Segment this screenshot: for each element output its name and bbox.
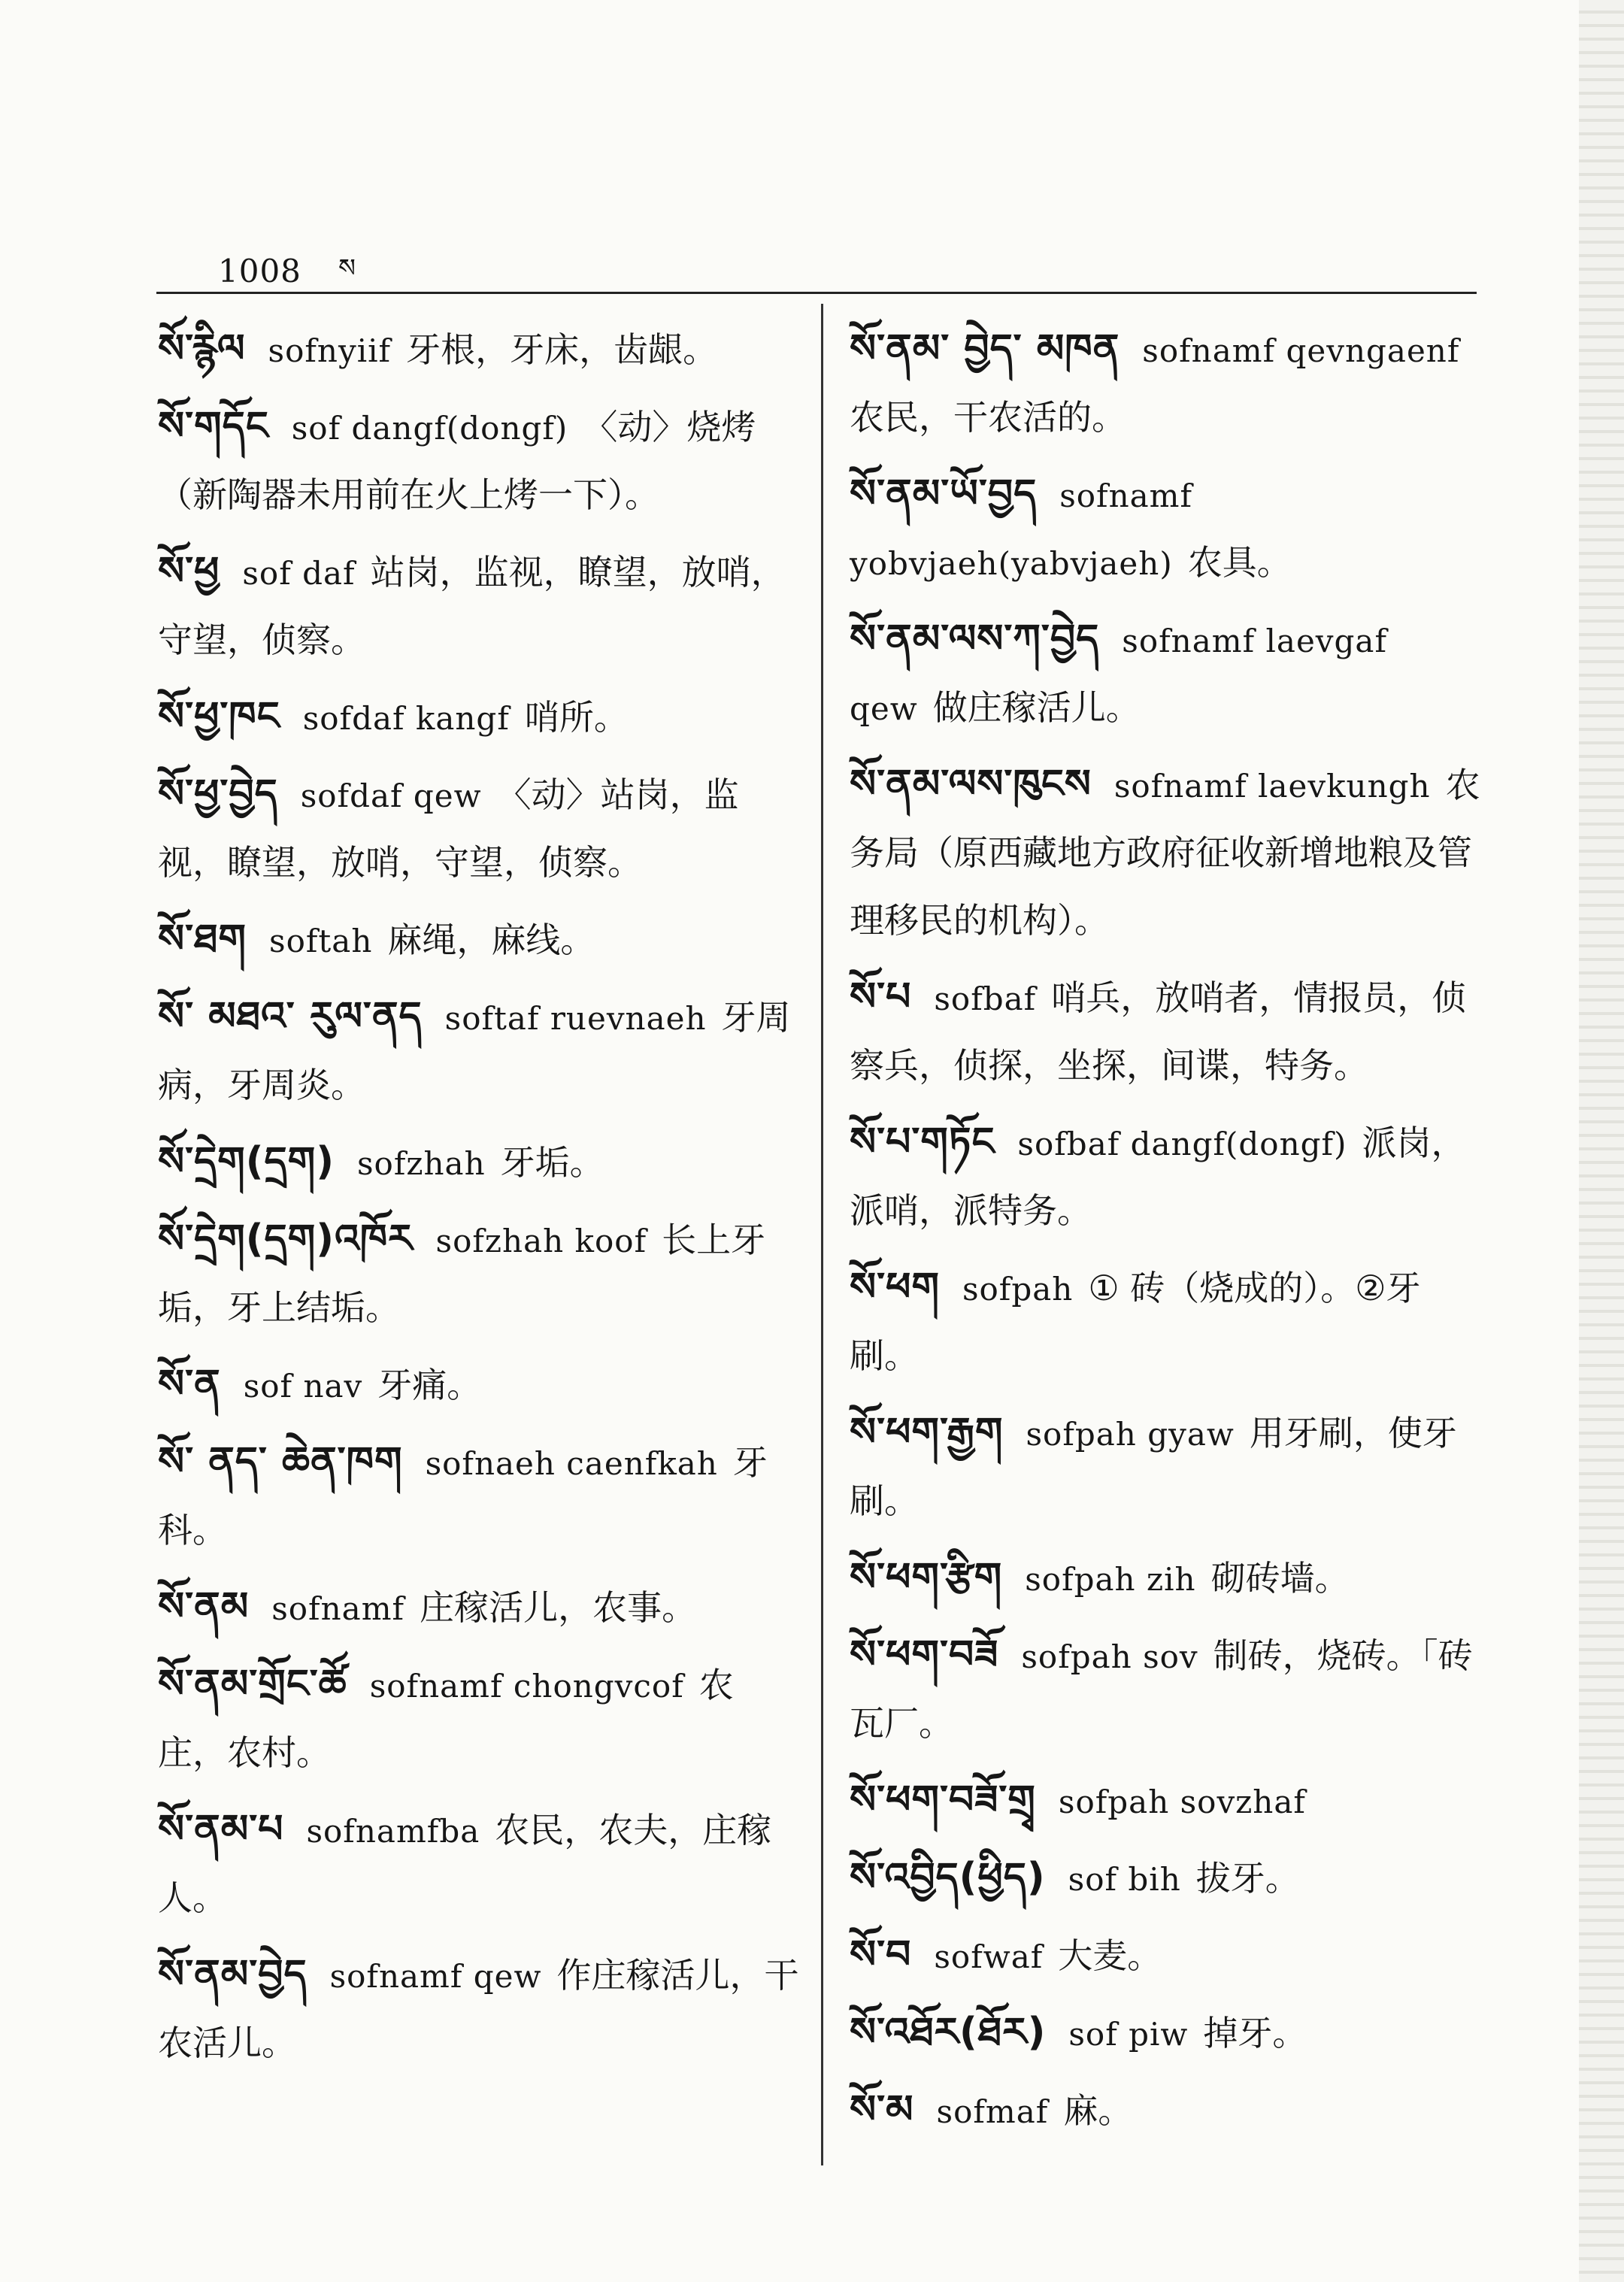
definition: 制砖，烧砖。「砖瓦厂。: [850, 1635, 1473, 1744]
headword: སོ་ཕག་བཟོ་གྲྭ: [850, 1777, 1036, 1823]
definition: 哨兵，放哨者，情报员，侦察兵，侦探，坐探，间谍，特务。: [850, 977, 1467, 1086]
headword: སོ་ཕྱ་བྱེད: [158, 771, 278, 817]
definition: 牙根，牙床，齿龈。: [406, 329, 718, 370]
headword: སོ་ནམ་ལས་ཁུངས: [850, 762, 1092, 807]
phonetic: sofwaf: [934, 1938, 1044, 1975]
definition: ① 砖（烧成的）。②牙刷。: [850, 1268, 1421, 1376]
phonetic: sofzhah: [356, 1145, 486, 1182]
definition: 牙科。: [158, 1442, 768, 1550]
left-column: [158, 316, 801, 2087]
definition: 用牙刷，使牙刷。: [850, 1413, 1457, 1521]
dictionary-entry: [158, 1574, 801, 1642]
phonetic: sofmaf: [936, 2093, 1049, 2130]
phonetic: sof piw: [1068, 2016, 1189, 2053]
dictionary-entry: [850, 2077, 1481, 2145]
definition: 农民，干农活的。: [850, 397, 1126, 438]
dictionary-entry: [850, 1544, 1481, 1613]
definition: 掉牙。: [1203, 2013, 1307, 2053]
definition: 牙周病，牙周炎。: [158, 997, 791, 1105]
phonetic: sof nav: [243, 1368, 363, 1405]
phonetic: sofnamf yobvjaeh(yabvjaeh): [850, 477, 1193, 582]
phonetic: sofdaf kangf: [302, 700, 510, 737]
headword: སོ་ཕག: [850, 1265, 940, 1310]
headword: སོ་ མཐའ་ རུལ་ནད: [158, 994, 423, 1039]
header-rule: [156, 292, 1477, 294]
headword: སོ་ཕག་བཟོ: [850, 1632, 999, 1677]
headword: སོ་ནམ་ བྱེད་ མཁན: [850, 326, 1120, 371]
headword: སོ་ཕྱ་ཁང: [158, 694, 280, 739]
dictionary-entry: [158, 761, 801, 897]
definition: 麻。: [1063, 2090, 1133, 2131]
definition: 牙痛。: [377, 1365, 482, 1405]
dictionary-entry: [850, 1767, 1481, 1835]
phonetic: sof bih: [1068, 1861, 1181, 1898]
phonetic: sofnamf laevgaf qew: [850, 623, 1388, 727]
definition: 麻绳，麻线。: [387, 920, 595, 960]
headword: སོ་ནམ་ཡོ་བྱད: [850, 471, 1038, 517]
dictionary-entry: [158, 1651, 801, 1787]
definition: 〈动〉烧烤（新陶器未用前在火上烤一下）。: [158, 407, 756, 515]
headword: སོ་ནམ་པ: [158, 1807, 284, 1852]
column-divider: [821, 304, 823, 2165]
phonetic: sofpah gyaw: [1026, 1416, 1235, 1453]
headword: སོ་པ: [850, 974, 912, 1020]
dictionary-entry: [158, 1206, 801, 1342]
dictionary-entry: [850, 316, 1481, 452]
dictionary-entry: [158, 906, 801, 974]
definition: 哨所。: [524, 697, 629, 738]
phonetic: sofdaf qew: [300, 777, 482, 814]
headword: སོ་ནམ: [158, 1584, 250, 1629]
phonetic: softah: [269, 923, 373, 959]
page-header: [218, 239, 1474, 299]
headword: སོ་འཐོར(ཐོར): [850, 2010, 1047, 2055]
headword: སོ་ནམ་གྲོང་ཚོ: [158, 1662, 347, 1707]
dictionary-entry: [158, 683, 801, 752]
definition: 农民，农夫，庄稼人。: [158, 1810, 772, 1918]
dictionary-entry: [850, 1999, 1481, 2068]
phonetic: sofzhah koof: [435, 1223, 647, 1259]
phonetic: sofbaf dangf(dongf): [1017, 1126, 1347, 1162]
headword: སོ་ ནད་ ཆེན་ཁག: [158, 1439, 403, 1484]
definition: 派岗，派哨，派特务。: [850, 1123, 1466, 1231]
headword: སོ་དྲེག(དྲག): [158, 1139, 335, 1184]
phonetic: sofnamf chongvcof: [369, 1668, 684, 1705]
dictionary-entry: [850, 461, 1481, 597]
phonetic: sof daf: [242, 555, 356, 592]
phonetic: sof dangf(dongf): [291, 410, 568, 447]
dictionary-entry: [850, 1254, 1481, 1390]
definition: 〈动〉站岗，监视，瞭望，放哨，守望，侦察。: [158, 774, 739, 883]
dictionary-entry: [158, 316, 801, 384]
section-letter: ས: [338, 253, 356, 283]
headword: སོ་དྲེག(དྲག)འཁོར: [158, 1217, 414, 1262]
dictionary-entry: [158, 1941, 801, 2077]
dictionary-entry: [158, 983, 801, 1120]
headword: སོ་ཐག: [158, 917, 247, 962]
dictionary-entry: [158, 1796, 801, 1932]
dictionary-entry: [850, 1922, 1481, 1990]
headword: སོ་རྙིལ: [158, 326, 246, 371]
dictionary-entry: [158, 1429, 801, 1565]
dictionary-entry: [158, 1351, 801, 1420]
phonetic: sofnyiif: [268, 332, 392, 369]
phonetic: sofbaf: [934, 980, 1037, 1017]
headword: སོ་གདོང: [158, 404, 269, 449]
headword: སོ་ཕག་རྒྱག: [850, 1410, 1004, 1455]
definition: 大麦。: [1058, 1935, 1162, 1976]
headword: སོ་ཕྱ: [158, 549, 220, 594]
phonetic: sofpah zih: [1025, 1561, 1196, 1598]
headword: སོ་འབྱིད(ཕྱིད): [850, 1855, 1046, 1900]
definition: 农庄，农村。: [158, 1665, 734, 1773]
definition: 农具。: [1187, 542, 1292, 583]
definition: 站岗，监视，瞭望，放哨，守望，侦察。: [158, 552, 786, 660]
page-number: 1008: [218, 253, 301, 289]
definition: 做庄稼活儿。: [932, 687, 1141, 728]
definition: 农务局（原西藏地方政府征收新增地粮及管理移民的机构）。: [850, 765, 1480, 941]
phonetic: sofnamf qew: [329, 1958, 542, 1995]
headword: སོ་ནམ་ལས་ཀ་བྱེད: [850, 617, 1100, 662]
phonetic: sofnamf laevkungh: [1113, 768, 1431, 805]
phonetic: sofpah sovzhaf: [1058, 1783, 1306, 1820]
headword: སོ་མ: [850, 2087, 914, 2132]
dictionary-entry: [850, 1844, 1481, 1913]
headword: སོ་ནམ་བྱེད: [158, 1952, 308, 1997]
phonetic: sofpah sov: [1021, 1638, 1198, 1675]
definition: 作庄稼活儿，干农活儿。: [158, 1955, 799, 2063]
scanned-page-edge: [1579, 0, 1624, 2282]
phonetic: sofpah: [962, 1271, 1074, 1308]
definition: 牙垢。: [500, 1142, 604, 1183]
dictionary-entry: [850, 1622, 1481, 1758]
headword: སོ་པ་གཏོང: [850, 1120, 995, 1165]
phonetic: sofnamf: [271, 1590, 405, 1627]
dictionary-entry: [850, 964, 1481, 1100]
phonetic: softaf ruevnaeh: [444, 1000, 707, 1037]
definition: 庄稼活儿，农事。: [420, 1587, 697, 1628]
definition: 长上牙垢，牙上结垢。: [158, 1220, 766, 1328]
definition: 砌砖墙。: [1210, 1558, 1350, 1599]
dictionary-entry: [850, 1399, 1481, 1535]
dictionary-entry: [158, 393, 801, 529]
dictionary-entry: [158, 538, 801, 674]
right-column: [850, 316, 1481, 2154]
dictionary-entry: [850, 606, 1481, 742]
headword: སོ་བ: [850, 1932, 912, 1977]
dictionary-entry: [158, 1129, 801, 1197]
phonetic: sofnamf qevngaenf: [1142, 332, 1460, 369]
phonetic: sofnaeh caenfkah: [425, 1445, 718, 1482]
headword: སོ་ཕག་རྩིག: [850, 1555, 1003, 1600]
phonetic: sofnamfba: [306, 1813, 480, 1850]
definition: 拔牙。: [1195, 1858, 1300, 1899]
dictionary-entry: [850, 1109, 1481, 1245]
headword: སོ་ན: [158, 1362, 221, 1407]
dictionary-entry: [850, 751, 1481, 955]
